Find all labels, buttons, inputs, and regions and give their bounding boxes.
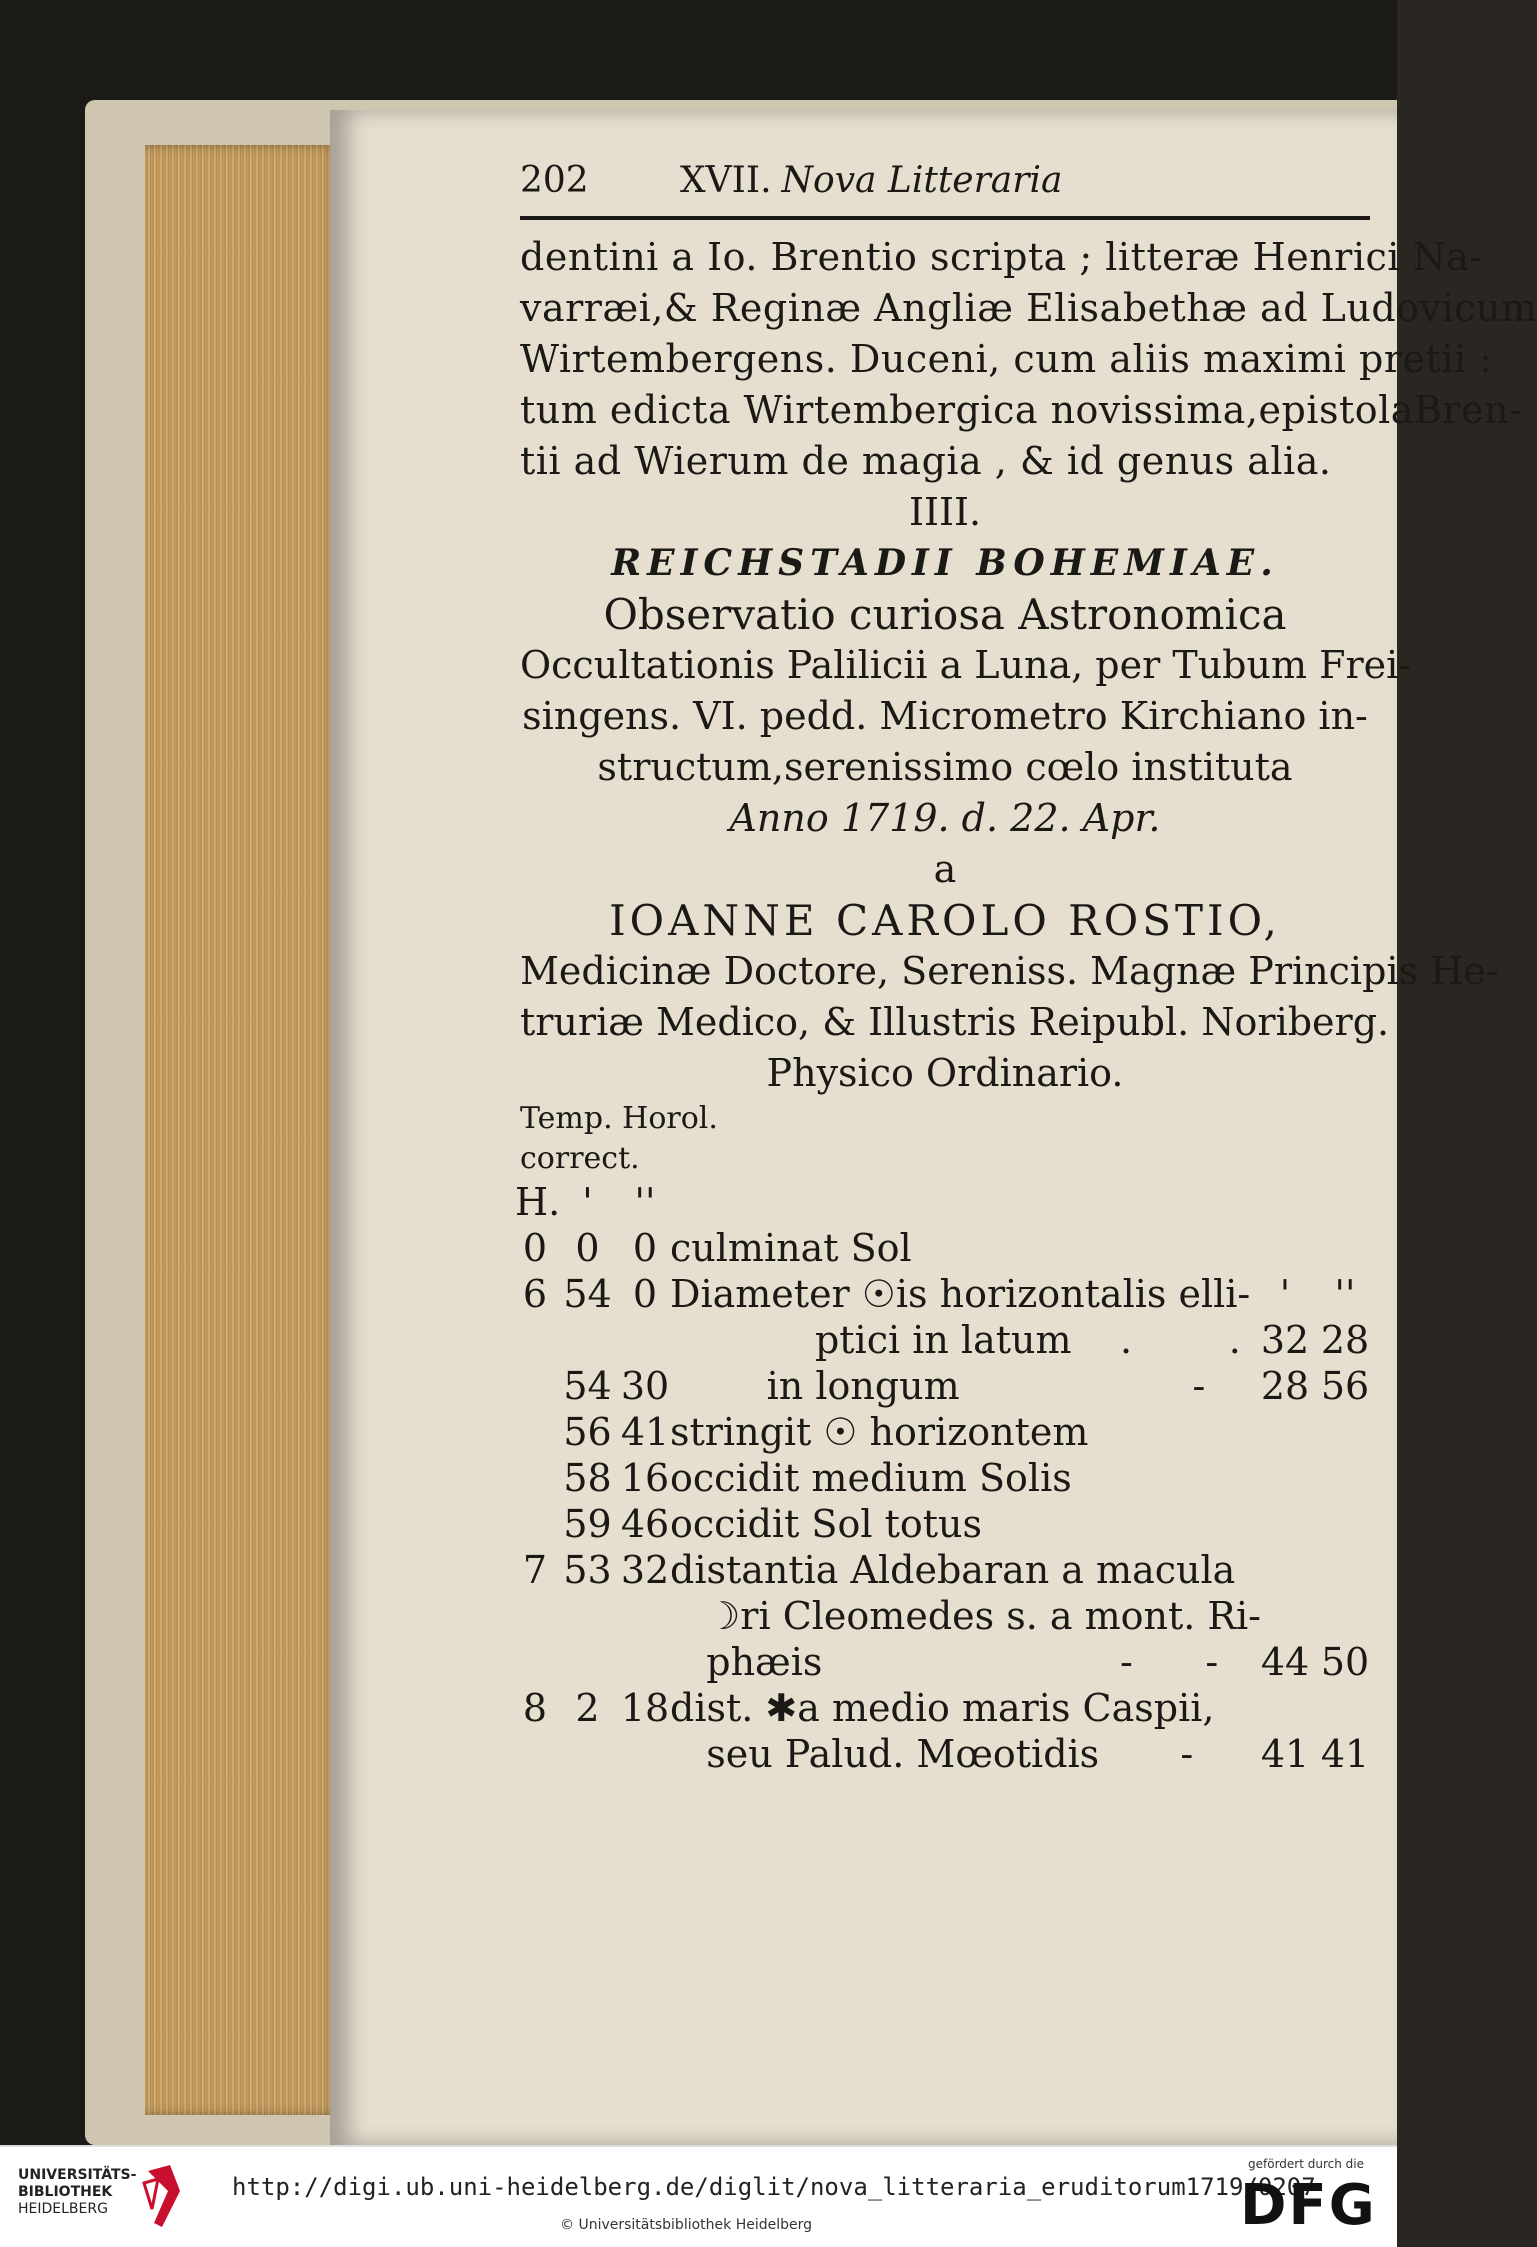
author-title-line: Physico Ordinario.	[766, 1051, 1124, 1095]
minutes-value-cell: 32	[1260, 1318, 1310, 1362]
body-paragraph	[520, 232, 1537, 487]
funder-note: gefördert durch die	[1248, 2157, 1364, 2171]
page-text	[515, 160, 1537, 1777]
minutes-value-cell: '	[1279, 1272, 1291, 1316]
hour-cell: 8	[522, 1686, 548, 1730]
table-row	[520, 1685, 1370, 1731]
permalink-url[interactable]: http://digi.ub.uni-heidelberg.de/diglit/nova_litteraria_eruditorum1719/0207	[232, 2173, 1316, 2201]
library-logo	[18, 2167, 136, 2218]
description-cell: in longum	[670, 1364, 960, 1408]
body-line: tii ad Wierum de magia , & id genus alia.	[520, 439, 1332, 483]
second-cell: 32	[620, 1548, 670, 1592]
seconds-value-cell: ''	[1334, 1272, 1356, 1316]
minute-cell: 54	[563, 1364, 612, 1408]
description-cell: occidit medium Solis	[670, 1456, 1072, 1500]
second-cell: 0	[632, 1226, 658, 1270]
second-cell: 41	[620, 1410, 670, 1454]
running-head	[520, 160, 1370, 220]
minute-cell: 58	[563, 1456, 612, 1500]
minute-cell: 0	[575, 1226, 600, 1270]
hour-cell: 7	[522, 1548, 548, 1592]
minute-cell: 56	[563, 1410, 612, 1454]
by-word: a	[933, 847, 957, 891]
journal-title: Nova Litteraria	[781, 160, 1063, 201]
table-row	[520, 1501, 1370, 1547]
table-header-units	[515, 1179, 1370, 1225]
leader-cell: . .	[1120, 1318, 1241, 1362]
description-cell: dist. ✱a medio maris Caspii,	[670, 1686, 1215, 1730]
description-cell: phæis	[670, 1640, 823, 1684]
section-number: XVII.	[680, 160, 772, 201]
leader-cell: -	[1120, 1732, 1194, 1776]
seconds-value-cell: 50	[1320, 1640, 1370, 1684]
section-roman-numeral: IIII.	[908, 490, 982, 534]
page-edges	[145, 145, 340, 2115]
subtitle-line: singens. VI. pedd. Micrometro Kirchiano in-	[522, 694, 1368, 738]
body-line: varræi,& Reginæ Angliæ Elisabethæ ad Ludovicum	[520, 286, 1537, 330]
minute-cell: 2	[575, 1686, 600, 1730]
minute-cell: 59	[563, 1502, 612, 1546]
table-row	[520, 1409, 1370, 1455]
observation-title: Observatio curiosa Astronomica	[603, 590, 1287, 639]
table-row	[520, 1455, 1370, 1501]
body-line: tum edicta Wirtembergica novissima,epistolaBren-	[520, 388, 1523, 432]
leader-cell: - -	[1120, 1640, 1219, 1684]
description-cell: Diameter ☉is horizontalis elli-	[670, 1272, 1251, 1316]
library-emblem-icon	[140, 2161, 186, 2231]
minute-cell: 54	[563, 1272, 612, 1316]
second-cell: 46	[620, 1502, 670, 1546]
table-row	[520, 1639, 1370, 1685]
table-header-corrected: correct.	[520, 1141, 640, 1176]
subtitle-line: structum,serenissimo cœlo instituta	[597, 745, 1293, 789]
description-cell: culminat Sol	[670, 1226, 912, 1270]
page-number: 202	[520, 160, 589, 201]
observation-table	[520, 1225, 1370, 1777]
minutes-value-cell: 44	[1260, 1640, 1310, 1684]
minute-unit: '	[582, 1180, 593, 1224]
table-row	[520, 1731, 1370, 1777]
description-cell: ptici in latum	[670, 1318, 1072, 1362]
description-cell: seu Palud. Mœotidis	[670, 1732, 1100, 1776]
body-line: dentini a Io. Brentio scripta ; litteræ Henrici Na-	[520, 235, 1483, 279]
place-heading: REICHSTADII BOHEMIAE.	[611, 542, 1279, 584]
second-unit: ''	[634, 1180, 656, 1224]
second-cell: 30	[620, 1364, 670, 1408]
table-header-time: Temp. Horol.	[520, 1101, 718, 1136]
description-cell: ☽ri Cleomedes s. a mont. Ri-	[670, 1594, 1262, 1638]
table-row	[520, 1317, 1370, 1363]
minutes-value-cell: 28	[1260, 1364, 1310, 1408]
hour-unit: H.	[515, 1180, 561, 1224]
seconds-value-cell: 56	[1320, 1364, 1370, 1408]
second-cell: 0	[632, 1272, 658, 1316]
copyright-notice: © Universitätsbibliothek Heidelberg	[560, 2217, 813, 2233]
seconds-value-cell: 41	[1320, 1732, 1370, 1776]
body-line: Wirtembergens. Duceni, cum aliis maximi pretii :	[520, 337, 1493, 381]
observation-date: Anno 1719. d. 22. Apr.	[729, 796, 1161, 840]
minute-cell: 53	[563, 1548, 612, 1592]
second-cell: 18	[620, 1686, 670, 1730]
description-cell: stringit ☉ horizontem	[670, 1410, 1089, 1454]
table-row	[520, 1593, 1370, 1639]
library-name-line: BIBLIOTHEK	[18, 2184, 113, 2200]
table-row	[520, 1547, 1370, 1593]
dfg-logo: DFG	[1240, 2173, 1377, 2238]
footer	[0, 2145, 1397, 2247]
library-name-line: HEIDELBERG	[18, 2201, 108, 2217]
leader-cell: -	[1120, 1364, 1206, 1408]
minutes-value-cell: 41	[1260, 1732, 1310, 1776]
author-title-line: Medicinæ Doctore, Sereniss. Magnæ Principis He-	[520, 949, 1499, 993]
author-name: IOANNE CAROLO ROSTIO,	[609, 896, 1281, 945]
subtitle-line: Occultationis Palilicii a Luna, per Tubum Frei-	[520, 643, 1412, 687]
table-row	[520, 1363, 1370, 1409]
seconds-value-cell: 28	[1320, 1318, 1370, 1362]
description-cell: occidit Sol totus	[670, 1502, 982, 1546]
second-cell: 16	[620, 1456, 670, 1500]
table-row	[520, 1225, 1370, 1271]
hour-cell: 0	[522, 1226, 548, 1270]
hour-cell: 6	[522, 1272, 548, 1316]
library-name-line: UNIVERSITÄTS-	[18, 2167, 137, 2183]
description-cell: distantia Aldebaran a macula	[670, 1548, 1236, 1592]
author-title-line: truriæ Medico, & Illustris Reipubl. Noriberg.	[520, 1000, 1390, 1044]
table-row	[520, 1271, 1370, 1317]
